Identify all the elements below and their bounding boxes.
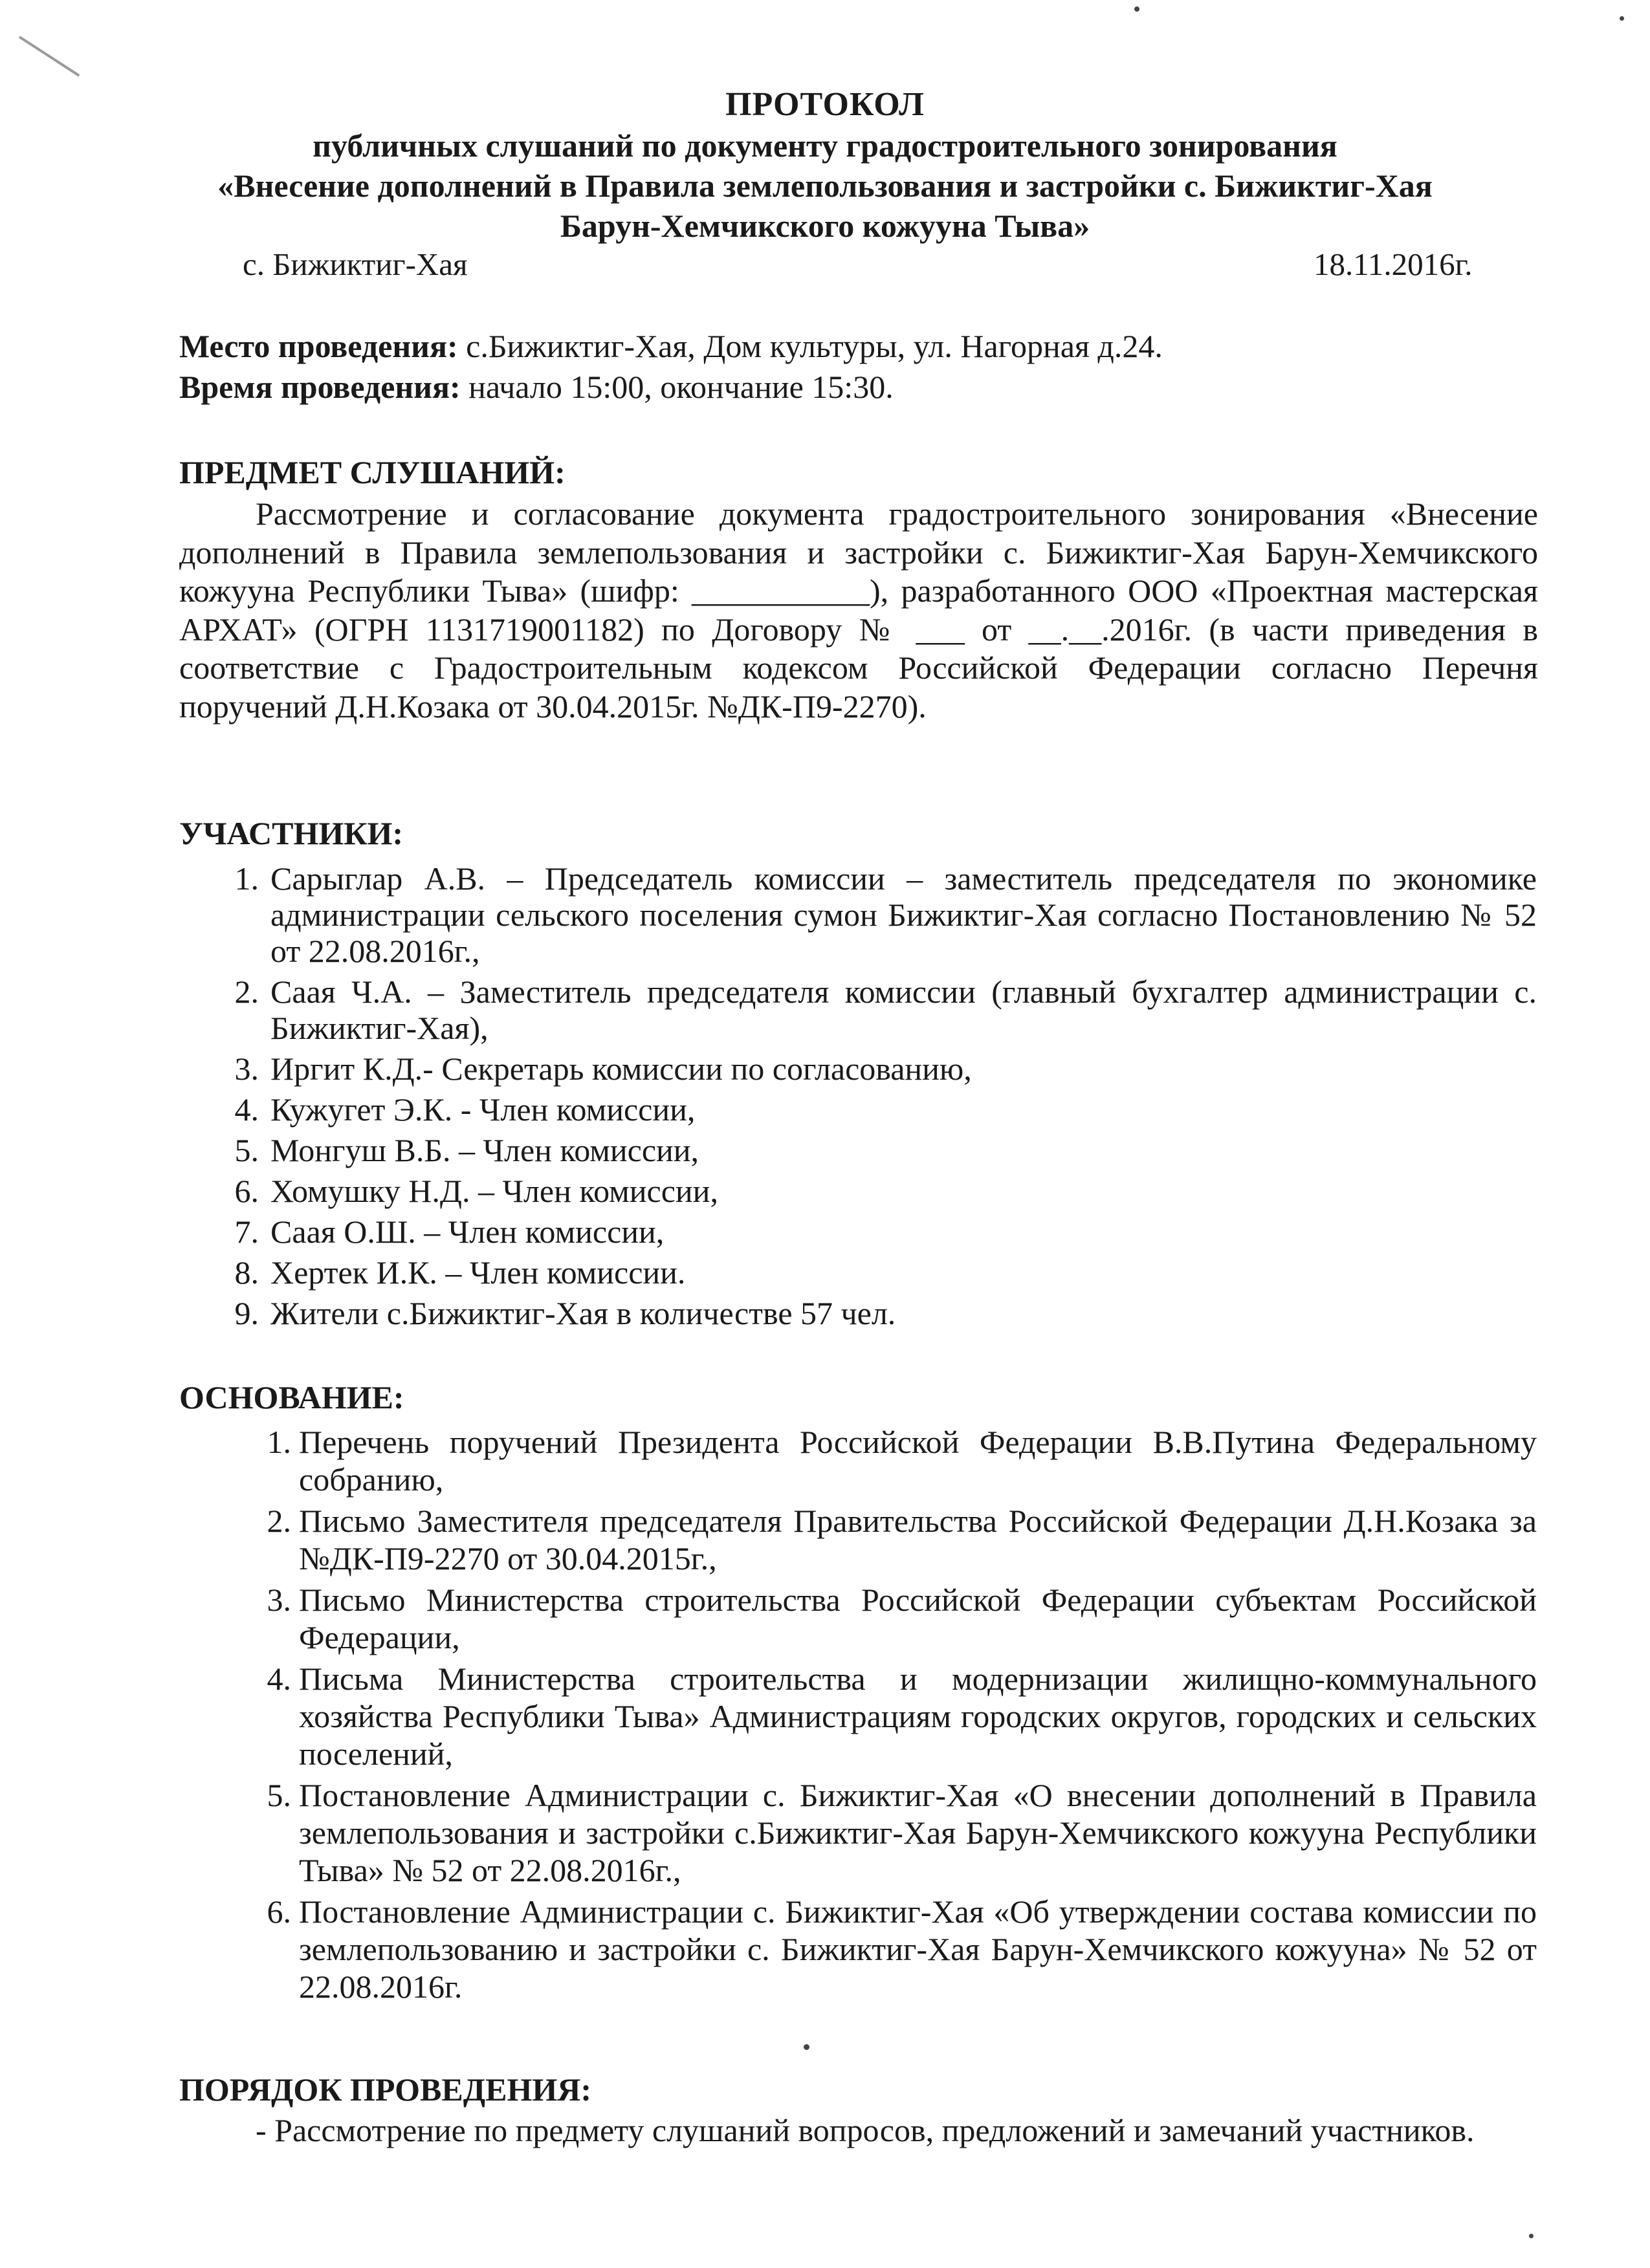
list-item-number: 9.: [234, 1295, 259, 1331]
list-item-text: Кужугет Э.К. - Член комиссии,: [270, 1091, 696, 1128]
list-item: [214, 974, 1537, 1046]
venue-line: [179, 327, 1538, 365]
list-item: [214, 1254, 1537, 1291]
basis-list: [246, 1423, 1537, 2009]
document-subtitle-line-2: «Внесение дополнений в Правила землепользования и застройки с. Бижиктиг-Хая: [217, 168, 1433, 204]
document-subtitle-line-3: Барун-Хемчикского кожууна Тыва»: [560, 208, 1090, 244]
list-item-number: 1.: [267, 1424, 291, 1460]
list-item-text: Письма Министерства строительства и модернизации жилищно-коммунального хозяйства Республики Тыва» Администрациям городских округов, городских и сельских поселений,: [299, 1661, 1537, 1772]
list-item: [246, 1502, 1537, 1577]
list-item-text: Письмо Министерства строительства Российской Федерации субъектам Российской Федерации,: [299, 1582, 1537, 1655]
participants-list: [214, 860, 1537, 1336]
list-item-number: 6.: [234, 1173, 259, 1209]
document-title: ПРОТОКОЛ: [725, 86, 925, 123]
list-item-number: 4.: [234, 1091, 259, 1128]
document-subtitle-line-1: публичных слушаний по документу градостроительного зонирования: [313, 127, 1337, 164]
scan-artifact-dot: [1620, 16, 1624, 21]
list-item: [214, 1091, 1537, 1128]
list-item-number: 5.: [267, 1777, 291, 1813]
list-item: [246, 1423, 1537, 1498]
list-item: [214, 1132, 1537, 1168]
time-line: [179, 367, 1538, 406]
list-item-text: Монгуш В.Б. – Член комиссии,: [270, 1132, 699, 1168]
list-item-number: 2.: [267, 1503, 291, 1539]
list-item-number: 7.: [234, 1214, 259, 1250]
list-item-number: 6.: [267, 1893, 291, 1930]
list-item-number: 8.: [234, 1254, 259, 1291]
participants-title: УЧАСТНИКИ:: [179, 815, 404, 851]
list-item-number: 2.: [234, 974, 259, 1010]
scan-artifact-line: [19, 36, 80, 76]
list-item-text: Перечень поручений Президента Российской Федерации В.В.Путина Федеральному собранию,: [299, 1424, 1537, 1498]
list-item-text: Хертек И.К. – Член комиссии.: [270, 1254, 686, 1291]
list-item: [246, 1581, 1537, 1656]
scan-artifact-dot: [1529, 2234, 1534, 2238]
scan-artifact-dot: [1134, 6, 1139, 12]
list-item-text: Иргит К.Д.- Секретарь комиссии по согласованию,: [270, 1051, 972, 1087]
list-item-text: Постановление Администрации с. Бижиктиг-Хая «О внесении дополнений в Правила землепользования и застройки с.Бижиктиг-Хая Барун-Хемчикского кожууна Республики Тыва» № 52 от 22.08.2016г.,: [299, 1777, 1537, 1888]
list-item-text: Постановление Администрации с. Бижиктиг-Хая «Об утверждении состава комиссии по землепользованию и застройки с. Бижиктиг-Хая Барун-Хемчикского кожууна» № 52 от 22.08.2016г.: [299, 1893, 1537, 2005]
list-item-text: Письмо Заместителя председателя Правительства Российской Федерации Д.Н.Козака за №ДК-П9-2270 от 30.04.2015г.,: [299, 1503, 1537, 1576]
list-item: [214, 1295, 1537, 1331]
document-place: с. Бижиктиг-Хая: [243, 246, 468, 282]
list-item: [214, 860, 1537, 969]
venue-value: с.Бижиктиг-Хая, Дом культуры, ул. Нагорная д.24.: [457, 328, 1163, 364]
subject-title: ПРЕДМЕТ СЛУШАНИЙ:: [179, 454, 566, 490]
scan-artifact-dot: [804, 2044, 809, 2050]
document-date: 18.11.2016г.: [1314, 246, 1473, 282]
list-item-text: Саая Ч.А. – Заместитель председателя комиссии (главный бухгалтер администрации с. Бижиктиг-Хая),: [270, 974, 1537, 1046]
list-item-number: 1.: [234, 860, 259, 897]
list-item-number: 5.: [234, 1132, 259, 1168]
subject-text: Рассмотрение и согласование документа градостроительного зонирования «Внесение дополнений в Правила землепользования и застройки с. Бижиктиг-Хая Барун-Хемчикского кожууна Республики Тыва» (шифр: ___________), разработанного ООО «Проектная мастерская АРХАТ» (ОГРН 1131719001182) по Договору № ___ от __.__.2016г. (в части приведения в соответствие с Градостроительным кодексом Российской Федерации согласно Перечня поручений Д.Н.Козака от 30.04.2015г. №ДК-П9-2270).: [179, 496, 1538, 725]
list-item-text: Сарыглар А.В. – Председатель комиссии – заместитель председателя по экономике администрации сельского поселения сумон Бижиктиг-Хая согласно Постановлению № 52 от 22.08.2016г.,: [270, 860, 1537, 969]
list-item: [246, 1893, 1537, 2005]
venue-label: Место проведения:: [179, 328, 458, 364]
procedure-text: - Рассмотрение по предмету слушаний вопросов, предложений и замечаний участников.: [256, 2112, 1475, 2148]
document-header: [0, 84, 1650, 246]
list-item-text: Саая О.Ш. – Член комиссии,: [270, 1214, 665, 1250]
basis-title: ОСНОВАНИЕ:: [179, 1379, 404, 1415]
list-item-text: Жители с.Бижиктиг-Хая в количестве 57 чел.: [270, 1295, 896, 1331]
time-value: начало 15:00, окончание 15:30.: [460, 369, 894, 405]
procedure-title: ПОРЯДОК ПРОВЕДЕНИЯ:: [179, 2071, 592, 2108]
list-item-number: 4.: [267, 1661, 291, 1697]
list-item-number: 3.: [267, 1582, 291, 1618]
list-item: [214, 1051, 1537, 1087]
list-item-text: Хомушку Н.Д. – Член комиссии,: [270, 1173, 718, 1209]
list-item-number: 3.: [234, 1051, 259, 1087]
list-item: [214, 1214, 1537, 1250]
list-item: [246, 1776, 1537, 1889]
time-label: Время проведения:: [179, 369, 461, 405]
list-item: [246, 1660, 1537, 1772]
list-item: [214, 1173, 1537, 1209]
